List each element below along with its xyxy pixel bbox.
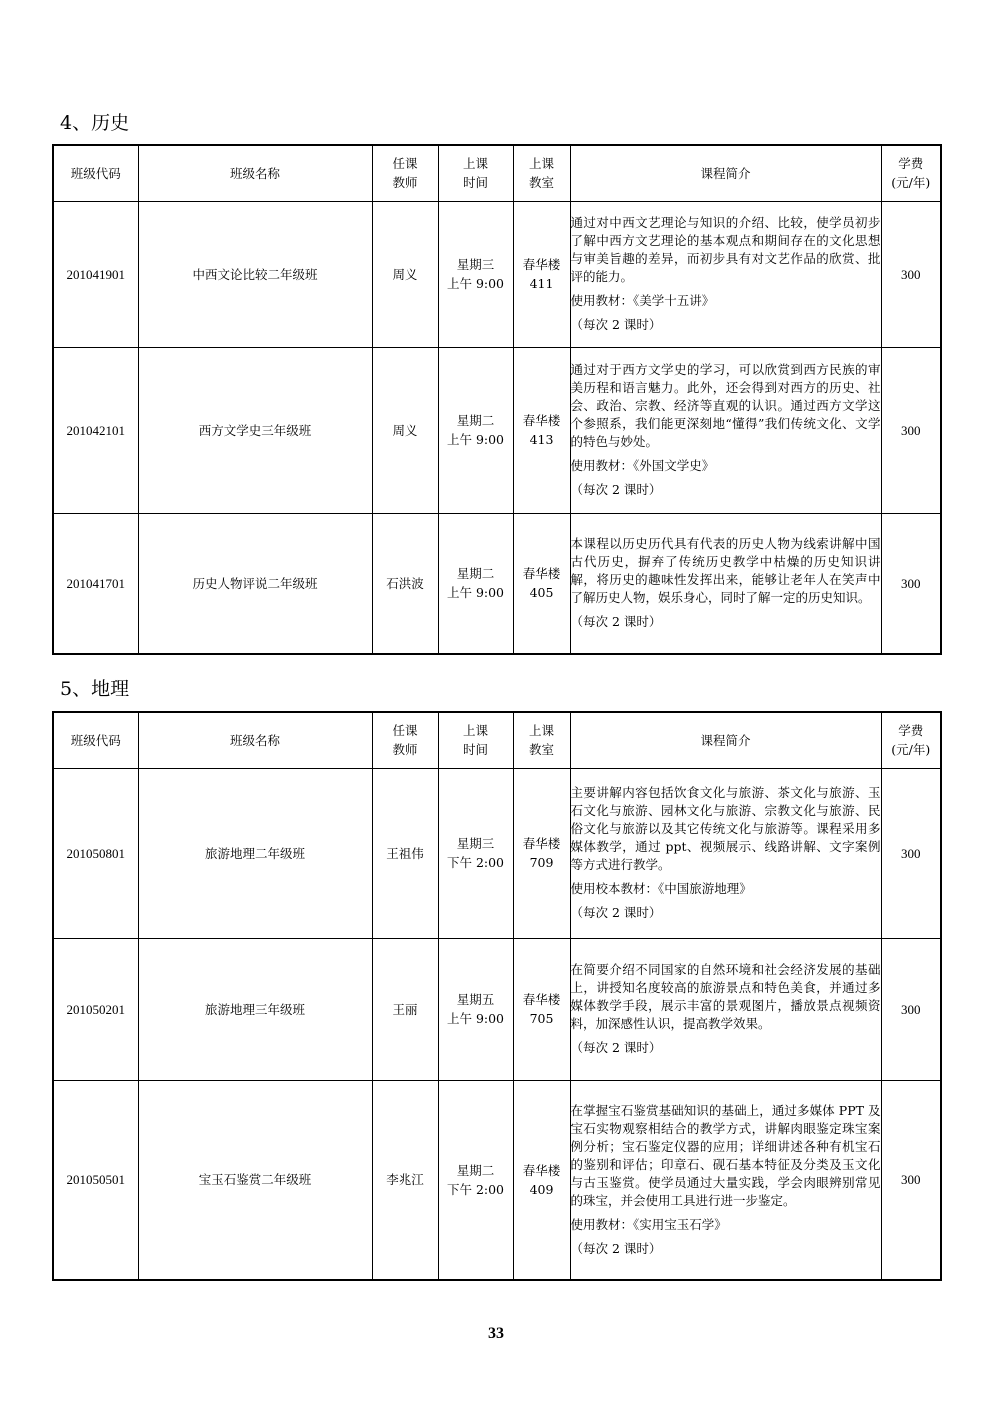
header-class-name: 班级名称	[138, 712, 372, 768]
header-class-code: 班级代码	[53, 145, 138, 201]
section-title-history: 4、历史	[60, 112, 130, 134]
course-intro	[570, 201, 881, 347]
header-intro: 课程简介	[570, 145, 881, 201]
classroom: 春华楼 413	[513, 347, 570, 513]
header-teacher: 任课 教师	[372, 712, 438, 768]
class-time: 星期五 上午 9:00	[438, 938, 513, 1080]
teacher-name: 周义	[372, 347, 438, 513]
table-row	[53, 347, 941, 513]
intro-text: 通过对中西文艺理论与知识的介绍、比较，使学员初步了解中西方文艺理论的基本观点和期间存在的文化思想与审美旨趣的差异，而初步具有对文艺作品的欣赏、批评的能力。	[570, 215, 881, 284]
tuition-fee: 300	[881, 768, 941, 938]
header-intro: 课程简介	[570, 712, 881, 768]
course-intro	[570, 1080, 881, 1280]
header-fee: 学费 (元/年)	[881, 145, 941, 201]
class-time: 星期二 下午 2:00	[438, 1080, 513, 1280]
session-hours: （每次 2 课时）	[570, 482, 662, 497]
header-room: 上课 教室	[513, 145, 570, 201]
table-row	[53, 201, 941, 347]
header-teacher: 任课 教师	[372, 145, 438, 201]
header-fee: 学费 (元/年)	[881, 712, 941, 768]
history-course-table	[52, 144, 942, 655]
table-row	[53, 768, 941, 938]
teacher-name: 王祖伟	[372, 768, 438, 938]
class-time: 星期二 上午 9:00	[438, 513, 513, 654]
session-hours: （每次 2 课时）	[570, 1240, 662, 1256]
class-name: 旅游地理二年级班	[138, 768, 372, 938]
table-header-row	[53, 145, 941, 201]
textbook: 使用教材：《实用宝玉石学》	[570, 1216, 727, 1232]
tuition-fee: 300	[881, 201, 941, 347]
textbook: 使用教材：《外国文学史》	[570, 458, 715, 473]
course-intro	[570, 513, 881, 654]
textbook: 使用教材：《美学十五讲》	[570, 293, 715, 308]
session-hours: （每次 2 课时）	[570, 1040, 662, 1055]
table-row	[53, 938, 941, 1080]
intro-text: 在掌握宝石鉴赏基础知识的基础上，通过多媒体 PPT 及宝石实物观察相结合的教学方式，讲解肉眼鉴定珠宝案例分析；宝石鉴定仪器的应用；详细讲述各种有机宝石的鉴别和评估；印章石、砚石基本特征及分类及玉文化与古玉鉴赏。使学员通过大量实践，学会肉眼辨别常见的珠宝，并会使用工具进行进一步鉴定。	[570, 1102, 881, 1208]
class-code: 201050501	[53, 1080, 138, 1280]
classroom: 春华楼 405	[513, 513, 570, 654]
page-number: 33	[488, 1325, 504, 1342]
class-name: 宝玉石鉴赏二年级班	[138, 1080, 372, 1280]
class-code: 201050801	[53, 768, 138, 938]
teacher-name: 周义	[372, 201, 438, 347]
header-class-code: 班级代码	[53, 712, 138, 768]
session-hours: （每次 2 课时）	[570, 317, 662, 332]
teacher-name: 李兆江	[372, 1080, 438, 1280]
header-time: 上课 时间	[438, 712, 513, 768]
table-row	[53, 513, 941, 654]
class-code: 201042101	[53, 347, 138, 513]
session-hours: （每次 2 课时）	[570, 905, 662, 920]
class-name: 历史人物评说二年级班	[138, 513, 372, 654]
class-name: 西方文学史三年级班	[138, 347, 372, 513]
classroom: 春华楼 705	[513, 938, 570, 1080]
teacher-name: 王丽	[372, 938, 438, 1080]
class-name: 旅游地理三年级班	[138, 938, 372, 1080]
intro-text: 主要讲解内容包括饮食文化与旅游、茶文化与旅游、玉石文化与旅游、园林文化与旅游、宗教文化与旅游、民俗文化与旅游以及其它传统文化与旅游等。课程采用多媒体教学，通过 ppt、视频展示、线路讲解、文字案例等方式进行教学。	[570, 785, 881, 872]
table-header-row	[53, 712, 941, 768]
intro-text: 在简要介绍不同国家的自然环境和社会经济发展的基础上，讲授知名度较高的旅游景点和特色美食，并通过多媒体教学手段，展示丰富的景观图片，播放景点视频资料，加深感性认识，提高教学效果。	[570, 962, 881, 1031]
class-time: 星期三 下午 2:00	[438, 768, 513, 938]
class-name: 中西文论比较二年级班	[138, 201, 372, 347]
class-time: 星期三 上午 9:00	[438, 201, 513, 347]
class-code: 201050201	[53, 938, 138, 1080]
course-intro	[570, 768, 881, 938]
class-time: 星期二 上午 9:00	[438, 347, 513, 513]
header-time: 上课 时间	[438, 145, 513, 201]
tuition-fee: 300	[881, 938, 941, 1080]
classroom: 春华楼 409	[513, 1080, 570, 1280]
geography-course-table	[52, 711, 942, 1281]
intro-text: 通过对于西方文学史的学习，可以欣赏到西方民族的审美历程和语言魅力。此外，还会得到对西方的历史、社会、政治、宗教、经济等直观的认识。通过西方文学这个参照系，我们能更深刻地“懂得”我们传统文化、文学的特色与妙处。	[570, 362, 881, 449]
tuition-fee: 300	[881, 347, 941, 513]
class-code: 201041901	[53, 201, 138, 347]
classroom: 春华楼 411	[513, 201, 570, 347]
teacher-name: 石洪波	[372, 513, 438, 654]
table-row	[53, 1080, 941, 1280]
tuition-fee: 300	[881, 1080, 941, 1280]
section-title-geography: 5、地理	[60, 678, 130, 700]
course-intro	[570, 938, 881, 1080]
tuition-fee: 300	[881, 513, 941, 654]
header-class-name: 班级名称	[138, 145, 372, 201]
textbook: 使用校本教材：《中国旅游地理》	[570, 881, 752, 896]
header-room: 上课 教室	[513, 712, 570, 768]
classroom: 春华楼 709	[513, 768, 570, 938]
class-code: 201041701	[53, 513, 138, 654]
intro-text: 本课程以历史历代具有代表的历史人物为线索讲解中国古代历史，摒弃了传统历史教学中枯燥的历史知识讲解，将历史的趣味性发挥出来，能够让老年人在笑声中了解历史人物，娱乐身心，同时了解一定的历史知识。	[570, 536, 881, 606]
session-hours: （每次 2 课时）	[570, 614, 662, 630]
course-intro	[570, 347, 881, 513]
